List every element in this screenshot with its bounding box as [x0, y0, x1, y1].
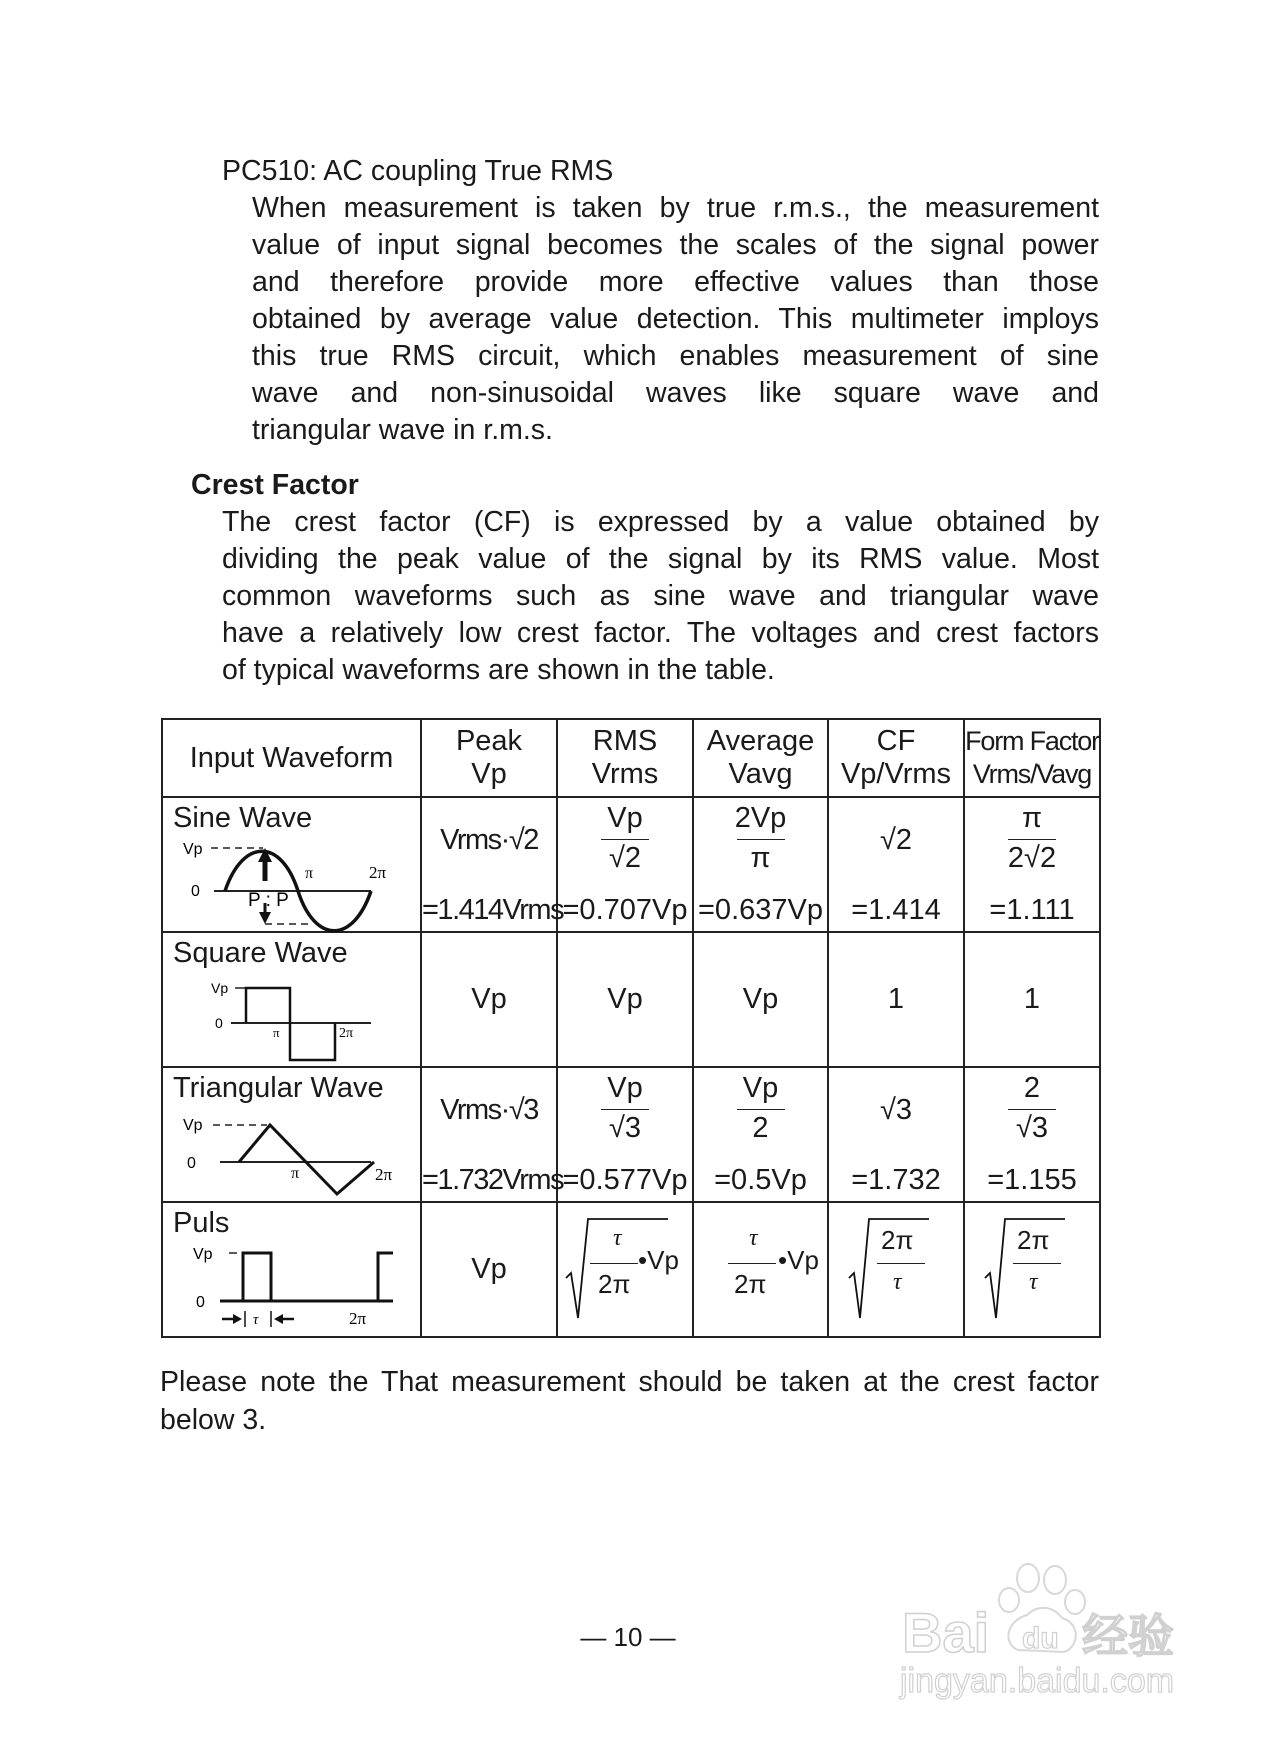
avg-value: =0.5Vp — [714, 1164, 807, 1196]
ff-value: =1.111 — [989, 894, 1075, 926]
cf-numerator: 2π — [881, 1225, 914, 1255]
ff-value: =1.155 — [987, 1164, 1077, 1196]
svg-text:经验: 经验 — [1082, 1609, 1174, 1663]
cf-formula: √2 — [879, 824, 913, 856]
zero-label: 0 — [187, 1155, 196, 1172]
two-pi-label: 2π — [375, 1165, 393, 1184]
svg-text:jingyan.baidu.com: jingyan.baidu.com — [900, 1662, 1175, 1700]
rms-value: Vp — [607, 983, 643, 1015]
header-text: RMS — [592, 725, 658, 757]
avg-denominator: π — [750, 842, 771, 874]
peak-cell — [421, 797, 564, 932]
header-text: Average — [706, 725, 815, 757]
rms-cell — [557, 1202, 693, 1337]
rms-cell — [557, 932, 693, 1067]
cf-cell — [828, 932, 964, 1067]
paragraph-line: of typical waveforms are shown in the table. — [222, 654, 775, 686]
rms-numerator: Vp — [607, 802, 643, 834]
table-row-triangular — [162, 1067, 1100, 1202]
rms-multiplier: •Vp — [638, 1245, 679, 1275]
avg-denominator: 2π — [734, 1269, 767, 1299]
header-input-waveform — [162, 719, 421, 797]
note-line: below 3. — [160, 1404, 267, 1436]
header-text: Vp/Vrms — [840, 758, 952, 790]
baidu-watermark — [892, 1560, 1192, 1710]
table-row-square — [162, 932, 1100, 1067]
ff-numerator: 2π — [1017, 1225, 1050, 1255]
form-factor-cell — [964, 1067, 1100, 1202]
pulse-wave-diagram — [163, 1203, 420, 1338]
average-cell — [693, 797, 828, 932]
two-pi-label: 2π — [349, 1309, 367, 1328]
form-factor-cell — [964, 932, 1100, 1067]
vp-label: Vp — [211, 980, 229, 996]
waveform-name: Sine Wave — [173, 802, 313, 834]
rms-denominator: √3 — [608, 1112, 642, 1144]
waveform-cell — [162, 1202, 421, 1337]
paragraph-line: obtained by average value detection. This multimeter imploys — [252, 303, 1099, 335]
form-factor-cell — [964, 797, 1100, 932]
header-average — [693, 719, 828, 797]
waveform-name: Triangular Wave — [173, 1072, 384, 1104]
fraction-bar — [601, 839, 649, 840]
fraction-bar — [1008, 1109, 1056, 1110]
table-row-puls — [162, 1202, 1100, 1337]
cf-value: 1 — [887, 983, 905, 1015]
cf-value: =1.414 — [851, 894, 941, 926]
avg-value: =0.637Vp — [698, 894, 823, 926]
avg-numerator: 2Vp — [734, 802, 787, 834]
fraction-bar — [737, 1109, 785, 1110]
ff-denominator: τ — [1029, 1269, 1038, 1295]
ff-numerator: 2 — [1023, 1072, 1041, 1104]
rms-value: =0.577Vp — [562, 1164, 688, 1196]
ff-value: 1 — [1023, 983, 1041, 1015]
fraction-bar — [1013, 1263, 1061, 1264]
pi-label: π — [273, 1025, 280, 1040]
peak-cell — [421, 1067, 564, 1202]
peak-to-peak-label: P : P — [248, 890, 289, 911]
paragraph-line: The crest factor (CF) is expressed by a value obtained by — [222, 506, 1099, 538]
peak-value: Vp — [471, 983, 507, 1015]
waveform-cell — [162, 932, 421, 1067]
paragraph-line: this true RMS circuit, which enables measurement of sine — [252, 340, 1099, 372]
waveform-name: Square Wave — [173, 937, 348, 969]
paragraph-line: have a relatively low crest factor. The voltages and crest factors — [222, 617, 1099, 649]
cf-formula: √3 — [879, 1094, 913, 1126]
header-rms — [557, 719, 693, 797]
paragraph-line: triangular wave in r.m.s. — [252, 414, 553, 446]
rms-numerator: Vp — [607, 1072, 643, 1104]
header-text: Vp — [471, 758, 507, 790]
paragraph-line: wave and non-sinusoidal waves like square wave and — [252, 377, 1099, 409]
fraction-bar — [737, 839, 785, 840]
paragraph-line: common waveforms such as sine wave and triangular wave — [222, 580, 1099, 612]
header-cf — [828, 719, 964, 797]
rms-numerator: τ — [613, 1225, 622, 1251]
average-cell — [693, 1067, 828, 1202]
peak-formula: Vrms·√3 — [440, 1094, 538, 1126]
ff-denominator: 2√2 — [1007, 842, 1057, 874]
avg-multiplier: •Vp — [778, 1245, 819, 1275]
header-text: Vavg — [728, 758, 793, 790]
cf-cell — [828, 797, 964, 932]
pi-label: π — [305, 865, 314, 882]
vp-label: Vp — [183, 841, 203, 858]
peak-value: =1.732Vrms — [422, 1164, 564, 1196]
waveform-name: Puls — [173, 1207, 230, 1239]
fraction-bar — [601, 1109, 649, 1110]
peak-cell — [421, 1202, 557, 1337]
header-text: Form Factor — [965, 726, 1099, 756]
cf-cell — [828, 1202, 964, 1337]
sine-wave-diagram — [163, 798, 420, 933]
header-form-factor — [964, 719, 1100, 797]
peak-value: =1.414Vrms — [422, 894, 564, 926]
svg-text:Bai: Bai — [902, 1601, 990, 1664]
peak-cell — [421, 932, 557, 1067]
two-pi-label: 2π — [339, 1026, 354, 1041]
header-text: Input Waveform — [189, 741, 394, 774]
paragraph-line: and therefore provide more effective values than those — [252, 266, 1099, 298]
avg-numerator: Vp — [742, 1072, 779, 1104]
cf-cell — [828, 1067, 964, 1202]
two-pi-label: 2π — [369, 863, 387, 882]
note-line: Please note the That measurement should be taken at the crest factor — [160, 1366, 1099, 1398]
form-factor-cell — [964, 1202, 1100, 1337]
section-title-pc510: PC510: AC coupling True RMS — [222, 155, 614, 187]
fraction-bar — [590, 1263, 638, 1264]
svg-text:du: du — [1022, 1622, 1059, 1655]
square-wave-diagram — [163, 933, 420, 1068]
zero-label: 0 — [191, 883, 200, 900]
fraction-bar — [877, 1263, 925, 1264]
avg-denominator: 2 — [752, 1112, 769, 1144]
section-title-crest-factor: Crest Factor — [191, 469, 359, 501]
fraction-bar — [1008, 839, 1056, 840]
tau-label: τ — [253, 1312, 259, 1328]
header-text: Peak — [455, 725, 523, 757]
header-text: Vrms/Vavg — [972, 759, 1092, 789]
page-number: — 10 — — [580, 1622, 676, 1652]
header-text: CF — [876, 725, 916, 757]
ff-numerator: π — [1021, 802, 1042, 834]
average-cell — [693, 1202, 828, 1337]
waveform-cell — [162, 797, 421, 932]
ff-denominator: √3 — [1015, 1112, 1049, 1144]
avg-numerator: τ — [749, 1225, 758, 1251]
paragraph-line: value of input signal becomes the scales of the signal power — [252, 229, 1099, 261]
pi-label: π — [291, 1165, 300, 1182]
table-header-row — [162, 719, 1100, 797]
baidu-paw-logo — [892, 1560, 1192, 1710]
rms-value: =0.707Vp — [562, 894, 688, 926]
rms-denominator: √2 — [608, 842, 642, 874]
peak-formula: Vrms·√2 — [440, 824, 538, 856]
rms-denominator: 2π — [598, 1269, 631, 1299]
triangular-wave-diagram — [163, 1068, 420, 1203]
rms-cell — [557, 1067, 693, 1202]
vp-label: Vp — [193, 1246, 213, 1263]
vp-label: Vp — [183, 1117, 203, 1134]
cf-denominator: τ — [893, 1269, 902, 1295]
zero-label: 0 — [196, 1294, 205, 1311]
header-peak — [421, 719, 557, 797]
table-row-sine — [162, 797, 1100, 932]
paragraph-line: When measurement is taken by true r.m.s., the measurement — [252, 192, 1099, 224]
cf-value: =1.732 — [851, 1164, 941, 1196]
waveform-cell — [162, 1067, 421, 1202]
zero-label: 0 — [215, 1015, 223, 1031]
header-text: Vrms — [591, 758, 659, 790]
avg-value: Vp — [742, 983, 779, 1015]
paragraph-line: dividing the peak value of the signal by its RMS value. Most — [222, 543, 1099, 575]
peak-value: Vp — [471, 1253, 507, 1285]
crest-factor-table — [161, 718, 1101, 1338]
fraction-bar — [728, 1263, 776, 1264]
rms-cell — [557, 797, 693, 932]
average-cell — [693, 932, 828, 1067]
